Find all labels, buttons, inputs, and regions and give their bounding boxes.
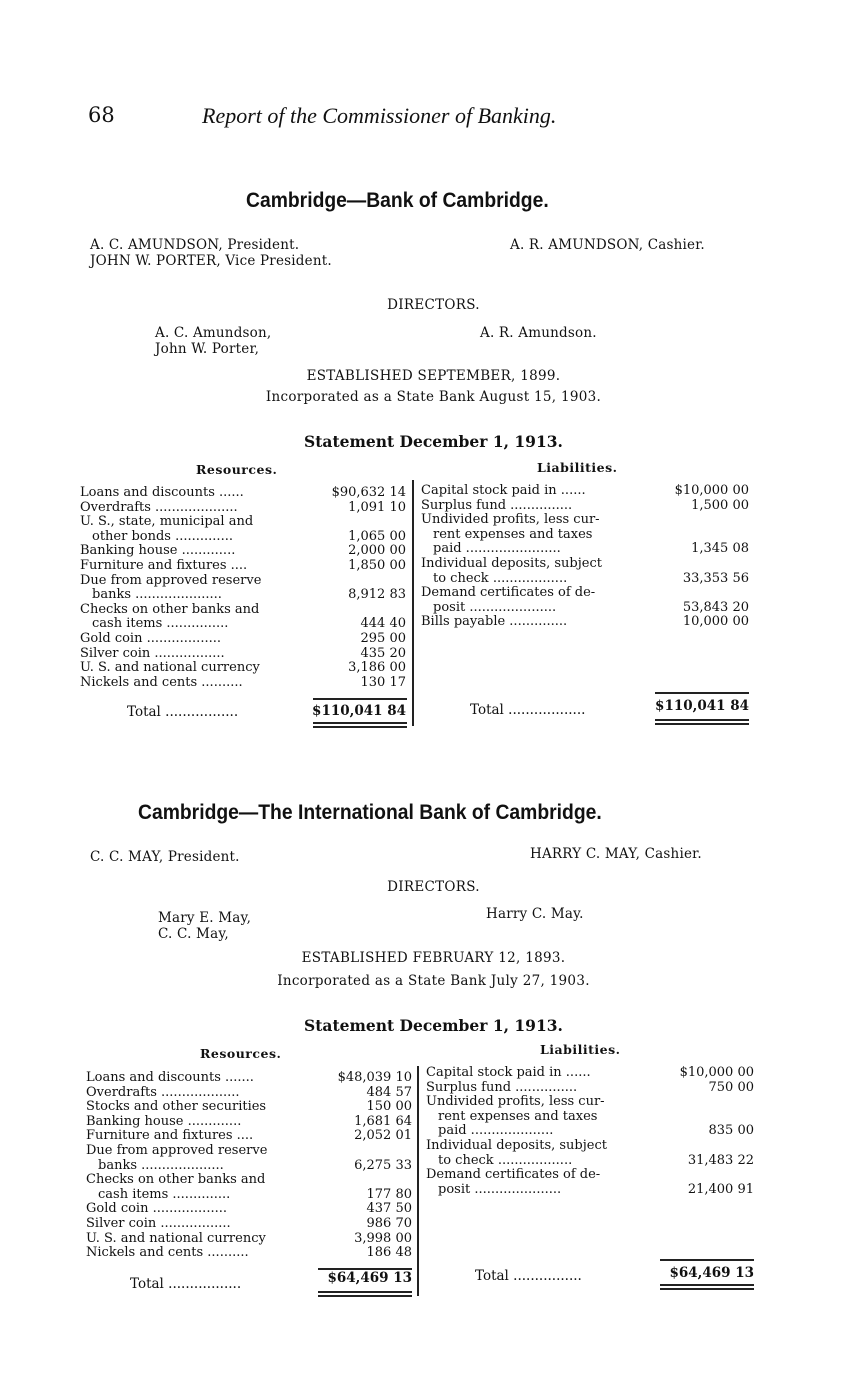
resource-amount: 484 57 [366, 1084, 412, 1100]
liability-row [426, 1066, 754, 1081]
resource-amount: $48,039 10 [337, 1070, 412, 1085]
liability-row [421, 557, 749, 572]
resource-label: Loans and discounts ...... [80, 485, 244, 500]
liability-label: to check .................. [433, 570, 568, 586]
resource-label: Silver coin ................. [86, 1215, 231, 1231]
double-rule [655, 719, 749, 721]
liability-label: Individual deposits, subject [421, 555, 602, 571]
resource-amount: 2,052 01 [354, 1128, 412, 1144]
officer-cashier: A. R. AMUNDSON, Cashier. [510, 237, 705, 253]
liability-row [426, 1110, 754, 1125]
liabilities-table [421, 484, 749, 630]
page-number: 68 [88, 103, 115, 127]
resource-row [86, 1144, 412, 1159]
resource-label: Checks on other banks and [80, 601, 260, 617]
liability-row [426, 1154, 754, 1169]
liability-label: Demand certificates of de- [426, 1167, 601, 1183]
liabilities-table [426, 1066, 754, 1197]
liability-row [421, 528, 749, 543]
double-rule [660, 1284, 754, 1286]
resource-amount: 3,186 00 [348, 660, 406, 676]
liability-amount: $10,000 00 [674, 483, 749, 498]
resource-amount: 186 48 [366, 1245, 412, 1261]
director-name: C. C. May, [158, 926, 229, 942]
liability-row [421, 542, 749, 557]
resource-label: Due from approved reserve [80, 572, 262, 588]
resource-row [86, 1217, 412, 1232]
liability-amount: 53,843 20 [682, 599, 749, 615]
liability-amount: 750 00 [708, 1079, 754, 1095]
statement-title: Statement December 1, 1913. [304, 1016, 563, 1035]
resource-amount: 6,275 33 [354, 1157, 412, 1173]
column-divider [417, 1066, 419, 1296]
resource-row [86, 1129, 412, 1144]
resource-row [86, 1100, 412, 1115]
running-title: Report of the Commissioner of Banking. [202, 103, 557, 128]
liability-row [421, 572, 749, 587]
resource-label: Gold coin .................. [86, 1201, 227, 1217]
director-name: John W. Porter, [155, 341, 260, 357]
liability-label: to check .................. [438, 1152, 573, 1168]
liability-amount: 1,345 08 [691, 541, 749, 557]
liabilities-heading: Liabilities. [540, 1042, 621, 1057]
officer-president: C. C. MAY, President. [90, 849, 240, 865]
resource-label: Nickels and cents .......... [80, 674, 243, 690]
resource-label: U. S. and national currency [80, 660, 260, 676]
double-rule [318, 1295, 412, 1297]
resource-row [80, 632, 406, 647]
liabilities-heading: Liabilities. [537, 460, 618, 475]
resource-amount: 8,912 83 [348, 587, 406, 603]
resource-row [86, 1086, 412, 1101]
resource-row [80, 676, 406, 691]
resource-amount: 130 17 [360, 674, 406, 690]
resources-heading: Resources. [196, 462, 278, 477]
resource-amount: 437 50 [366, 1201, 412, 1217]
resources-total: $64,469 13 [327, 1270, 412, 1286]
resources-total-label: Total ................. [130, 1276, 242, 1292]
total-rule [655, 692, 749, 694]
officer-vice-president: JOHN W. PORTER, Vice President. [90, 253, 332, 269]
liability-label: paid .................... [438, 1123, 554, 1139]
directors-heading: DIRECTORS. [387, 297, 480, 313]
liability-label: Individual deposits, subject [426, 1137, 607, 1153]
liability-row [426, 1183, 754, 1198]
resource-row [80, 603, 406, 618]
resource-row [86, 1246, 412, 1261]
total-rule [313, 698, 407, 700]
liability-label: Undivided profits, less cur- [421, 512, 600, 528]
liability-label: Undivided profits, less cur- [426, 1094, 605, 1110]
resource-label: Due from approved reserve [86, 1142, 268, 1158]
directors-heading: DIRECTORS. [387, 879, 480, 895]
resource-amount: 2,000 00 [348, 543, 406, 559]
resource-label: Checks on other banks and [86, 1172, 266, 1188]
resource-label: cash items ............... [92, 616, 229, 632]
liability-row [421, 513, 749, 528]
liability-label: Surplus fund ............... [421, 497, 573, 513]
liability-row [426, 1168, 754, 1183]
resource-row [86, 1188, 412, 1203]
liability-amount: $10,000 00 [679, 1065, 754, 1080]
resource-row [80, 544, 406, 559]
liability-label: posit ..................... [438, 1181, 562, 1197]
column-divider [412, 480, 414, 726]
liability-row [421, 499, 749, 514]
resource-label: U. S. and national currency [86, 1230, 266, 1246]
resource-row [80, 588, 406, 603]
resource-row [80, 661, 406, 676]
resource-label: cash items .............. [98, 1186, 231, 1202]
bank-title: Cambridge—Bank of Cambridge. [246, 189, 549, 212]
statement-title: Statement December 1, 1913. [304, 432, 563, 451]
officer-president: A. C. AMUNDSON, President. [90, 237, 300, 253]
liability-row [421, 601, 749, 616]
bank-title: Cambridge—The International Bank of Cambridge. [138, 801, 602, 824]
resource-row [80, 559, 406, 574]
resource-amount: 1,681 64 [354, 1113, 412, 1129]
liabilities-total-label: Total ................ [475, 1268, 582, 1284]
liabilities-total: $64,469 13 [669, 1265, 754, 1281]
resource-label: Loans and discounts ....... [86, 1070, 254, 1085]
liability-row [426, 1124, 754, 1139]
director-name: A. C. Amundson, [155, 325, 272, 341]
liability-row [421, 615, 749, 630]
resources-total: $110,041 84 [312, 703, 406, 719]
director-name: Mary E. May, [158, 910, 252, 926]
resource-label: Furniture and fixtures .... [80, 557, 248, 573]
resource-row [80, 515, 406, 530]
incorporated-line: Incorporated as a State Bank August 15, 1903. [265, 389, 602, 405]
liabilities-total: $110,041 84 [655, 698, 749, 714]
double-rule [318, 1291, 412, 1293]
resource-row [80, 486, 406, 501]
resource-label: banks .................... [98, 1157, 224, 1173]
double-rule [660, 1288, 754, 1290]
resource-amount: 435 20 [360, 645, 406, 661]
resource-label: Overdrafts ................... [86, 1084, 240, 1100]
director-name: A. R. Amundson. [480, 325, 597, 341]
resource-amount: 1,065 00 [348, 528, 406, 544]
resource-row [86, 1173, 412, 1188]
resource-amount: 1,091 10 [348, 499, 406, 515]
liability-label: Surplus fund ............... [426, 1079, 578, 1095]
liability-label: posit ..................... [433, 599, 557, 615]
double-rule [313, 722, 407, 724]
resource-label: Banking house ............. [86, 1113, 242, 1129]
liability-label: rent expenses and taxes [438, 1108, 598, 1124]
liability-row [421, 586, 749, 601]
resource-row [80, 501, 406, 516]
incorporated-line: Incorporated as a State Bank July 27, 1903. [277, 973, 590, 989]
resource-row [86, 1232, 412, 1247]
resources-table [80, 486, 406, 690]
resource-label: other bonds .............. [92, 528, 233, 544]
resource-amount: 1,850 00 [348, 557, 406, 573]
resource-label: Gold coin .................. [80, 630, 221, 646]
liability-label: Capital stock paid in ...... [421, 483, 586, 498]
resources-total-label: Total ................. [127, 704, 239, 720]
resource-label: Stocks and other securities [86, 1099, 267, 1115]
liability-label: paid ....................... [433, 541, 561, 557]
resource-row [86, 1159, 412, 1174]
resource-row [86, 1071, 412, 1086]
total-rule [660, 1259, 754, 1261]
double-rule [313, 726, 407, 728]
resource-amount: 444 40 [360, 616, 406, 632]
liability-row [426, 1081, 754, 1096]
resource-amount: 295 00 [360, 630, 406, 646]
resource-row [86, 1202, 412, 1217]
double-rule [655, 723, 749, 725]
established-line: ESTABLISHED SEPTEMBER, 1899. [306, 368, 561, 384]
resource-amount: 3,998 00 [354, 1230, 412, 1246]
resource-row [80, 530, 406, 545]
resource-label: Overdrafts .................... [80, 499, 238, 515]
resource-label: Furniture and fixtures .... [86, 1128, 254, 1144]
resource-row [80, 574, 406, 589]
liability-label: Capital stock paid in ...... [426, 1065, 591, 1080]
liability-label: Demand certificates of de- [421, 585, 596, 601]
officer-cashier: HARRY C. MAY, Cashier. [530, 846, 702, 862]
liability-amount: 835 00 [708, 1123, 754, 1139]
resource-amount: $90,632 14 [331, 485, 406, 500]
liabilities-total-label: Total .................. [470, 702, 586, 718]
resource-row [80, 647, 406, 662]
resources-heading: Resources. [200, 1046, 282, 1061]
resource-label: banks ..................... [92, 587, 222, 603]
resource-amount: 177 80 [366, 1186, 412, 1202]
resource-row [80, 617, 406, 632]
liability-row [421, 484, 749, 499]
resource-label: U. S., state, municipal and [80, 514, 254, 530]
liability-row [426, 1139, 754, 1154]
liability-label: rent expenses and taxes [433, 526, 593, 542]
established-line: ESTABLISHED FEBRUARY 12, 1893. [301, 950, 566, 966]
liability-row [426, 1095, 754, 1110]
resource-label: Nickels and cents .......... [86, 1245, 249, 1261]
liability-amount: 33,353 56 [682, 570, 749, 586]
liability-amount: 1,500 00 [691, 497, 749, 513]
resources-table [86, 1071, 412, 1261]
liability-amount: 31,483 22 [687, 1152, 754, 1168]
liability-label: Bills payable .............. [421, 614, 568, 630]
director-name: Harry C. May. [486, 906, 584, 922]
resource-label: Banking house ............. [80, 543, 236, 559]
resource-amount: 150 00 [366, 1099, 412, 1115]
resource-row [86, 1115, 412, 1130]
liability-amount: 21,400 91 [687, 1181, 754, 1197]
liability-amount: 10,000 00 [682, 614, 749, 630]
resource-label: Silver coin ................. [80, 645, 225, 661]
resource-amount: 986 70 [366, 1215, 412, 1231]
